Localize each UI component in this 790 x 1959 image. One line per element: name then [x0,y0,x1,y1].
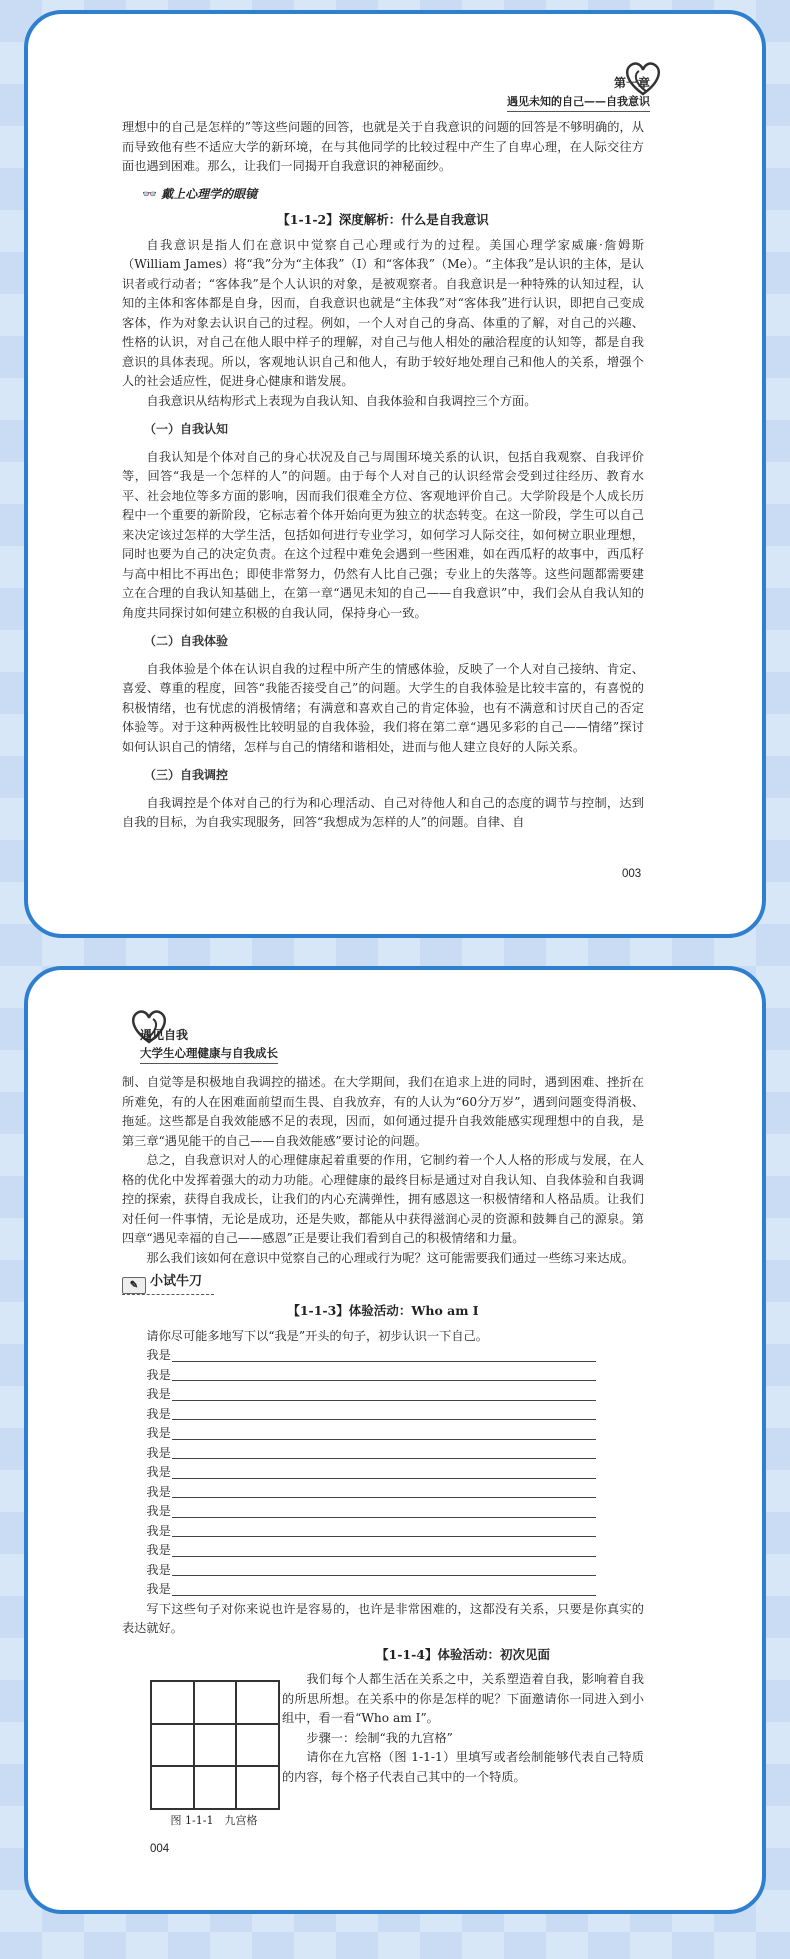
writing-line[interactable] [146,1444,596,1464]
section-heading: 【1-1-2】深度解析：什么是自我意识 [277,212,489,227]
page1-content [122,118,644,833]
paragraph: 总之，自我意识对人的心理健康起着重要的作用，它制约着一个人人格的形成与发展，在人格的优化中发挥着强大的动力功能。心理健康的最终目标是通过对自我认知、自我体验和自我调控的探索，获得自我成长，让我们的内心充满弹性，拥有感恩这一积极情绪和人格品质。让我们对任何一件事情，无论是成功，还是失败，都能从中获得滋润心灵的资源和鼓舞自己的源泉。第四章“遇见幸福的自己——感恩”正是要让我们看到自己的积极情绪和力量。 [122,1153,644,1245]
line-prefix: 我是 [146,1406,171,1421]
writing-lines [122,1346,596,1600]
activity-body [282,1670,644,1787]
step-label: 步骤一：绘制“我的九宫格” [306,1730,453,1745]
section-label: 👓 戴上心理学的眼镜 [142,186,258,201]
blank-line[interactable] [172,1478,596,1479]
subheading: （三）自我调控 [144,768,229,782]
blank-line[interactable] [172,1400,596,1401]
line-prefix: 我是 [146,1445,171,1460]
writing-line[interactable] [146,1385,596,1405]
blank-line[interactable] [172,1419,596,1420]
writing-line[interactable] [146,1580,596,1600]
writing-line[interactable] [146,1502,596,1522]
writing-line[interactable] [146,1405,596,1425]
blank-line[interactable] [172,1595,596,1596]
paragraph: 制、自觉等是积极地自我调控的描述。在大学期间，我们在追求上进的同时，遇到困难、挫折在所难免，有的人在困难面前望而生畏、自我放弃，有的人认为“60分万岁”，遇到问题变得消极、拖延。这些都是自我效能感不足的表现，因而，如何通过提升自我效能感实现理想中的自我，是第三章“遇见能干的自己——自我效能感”要讨论的问题。 [122,1075,644,1148]
line-prefix: 我是 [146,1465,171,1479]
line-prefix: 我是 [146,1367,171,1382]
line-prefix: 我是 [146,1348,171,1362]
book-subtitle: 大学生心理健康与自我成长 [140,1045,278,1064]
line-prefix: 我是 [146,1582,171,1596]
writing-line[interactable] [146,1424,596,1444]
pencil-icon: ✎ [122,1277,146,1294]
paragraph: 自我意识是指人们在意识中觉察自己心理或行为的过程。美国心理学家威廉·詹姆斯（William James）将“我”分为“主体我”（I）和“客体我”（Me）。“主体我”是认识的主体，是认识者或行动者；“客体我”是个人认识的对象，是被观察者。自我意识是一种特殊的认知过程，认知的主体和客体都是自身，因而，自我意识也就是“主体我”对“客体我”进行认识，即把自己变成客体，作为对象去认识自己的过程。例如，一个人对自己的身高、体重的了解，对自己的兴趣、性格的认识，对自己在他人眼中样子的理解，对自己与他人相处的融洽程度的认知等，都是自我意识的具体表现。所以，客观地认识自己和他人，有助于较好地处理自己和他人的关系，增强个人的社会适应性，促进身心健康和谐发展。 [122,237,645,388]
blank-line[interactable] [172,1556,596,1557]
line-prefix: 我是 [146,1426,171,1440]
paragraph: 那么我们该如何在意识中觉察自己的心理或行为呢？这可能需要我们通过一些练习来达成。 [146,1250,634,1265]
section-label: ✎ 小试牛刀 [122,1272,644,1295]
heart-logo-icon [622,58,664,98]
writing-line[interactable] [146,1346,596,1366]
line-prefix: 我是 [146,1504,171,1518]
paragraph: 自我调控是个体对自己的行为和心理活动、自己对待他人和自己的态度的调节与控制，达到自我的目标，为自我实现服务，回答“我想成为怎样的人”的问题。自律、自 [122,795,644,829]
writing-line[interactable] [146,1463,596,1483]
writing-line[interactable] [146,1522,596,1542]
writing-line[interactable] [146,1483,596,1503]
paragraph: 自我意识从结构形式上表现为自我认知、自我体验和自我调控三个方面。 [146,393,537,408]
subheading: （二）自我体验 [144,634,229,648]
writing-line[interactable] [146,1541,596,1561]
writing-line[interactable] [146,1366,596,1386]
blank-line[interactable] [172,1575,596,1576]
line-prefix: 我是 [146,1523,171,1538]
blank-line[interactable] [172,1497,596,1498]
paragraph: 我们每个人都生活在关系之中，关系塑造着自我，影响着自我的所思所想。在关系中的你是怎样的呢？下面邀请你一同进入到小组中，看一看“Who am I”。 [282,1672,644,1725]
writing-line[interactable] [146,1561,596,1581]
running-header [140,1026,278,1064]
figure-caption: 图 1-1-1 九宫格 [170,1814,258,1827]
blank-line[interactable] [172,1536,596,1537]
line-prefix: 我是 [146,1484,171,1499]
blank-line[interactable] [172,1380,596,1381]
intro-paragraph: 理想中的自己是怎样的”等这些问题的回答，也就是关于自我意识的问题的回答是不够明确的，从而导致他有些不适应大学的新环境，在与其他同学的比较过程中产生了自卑心理，在人际交往方面也遇到困难。那么，让我们一同揭开自我意识的神秘面纱。 [122,120,644,173]
activity-intro: 请你尽可能多地写下以“我是”开头的句子，初步认识一下自己。 [146,1328,488,1343]
activity-outro: 写下这些句子对你来说也许是容易的，也许是非常困难的，这都没有关系，只要是你真实的表达就好。 [122,1601,644,1635]
chapter-title: 遇见未知的自己——自我意识 [507,93,650,112]
activity-heading: 【1-1-3】体验活动：Who am I [287,1303,479,1318]
blank-line[interactable] [172,1361,596,1362]
blank-line[interactable] [172,1439,596,1440]
line-prefix: 我是 [146,1562,171,1577]
nine-grid-figure [150,1680,280,1810]
page-number: 004 [150,1843,170,1855]
activity-heading: 【1-1-4】体验活动：初次见面 [376,1646,550,1662]
paragraph: 请你在九宫格（图 1-1-1）里填写或者绘制能够代表自己特质的内容，每个格子代表自己其中的一个特质。 [282,1750,644,1784]
book-title: 遇见自我 [140,1028,189,1042]
page-number: 003 [622,868,642,880]
subheading: （一）自我认知 [144,422,229,436]
blank-line[interactable] [172,1458,596,1459]
line-prefix: 我是 [146,1543,171,1557]
paragraph: 自我认知是个体对自己的身心状况及自己与周围环境关系的认识，包括自我观察、自我评价等，回答“我是一个怎样的人”的问题。由于每个人对自己的认识经常会受到过往经历、教育水平、社会地位等多方面的影响，因而我们很难全方位、客观地评价自己。大学阶段是个人成长历程中一个重要的新阶段，它标志着个体开始向更为独立的状态转变。在这一阶段，学生可以自己来决定该过怎样的大学生活，包括如何进行专业学习，如何学习人际交往，如何树立职业理想，同时也要为自己的决定负责。在这个过程中难免会遇到一些困难，如在西瓜籽的故事中，西瓜籽与高中相比不再出色；即使非常努力，仍然有人比自己强；专业上的失落等。这些问题都需要建立在合理的自我认知基础上，在第一章“遇见未知的自己——自我意识”中，我们会从自我认知的角度共同探讨如何建立积极的自我认同，保持身心一致。 [122,449,644,620]
chapter-number: 第一章 [613,76,650,90]
glasses-icon: 👓 [142,186,157,201]
paragraph: 自我体验是个体在认识自我的过程中所产生的情感体验，反映了一个人对自己接纳、肯定、喜爱、尊重的程度，回答“我能否接受自己”的问题。大学生的自我体验是比较丰富的，有喜悦的积极情绪，也有忧虑的消极情绪；有满意和喜欢自己的肯定体验，也有不满意和讨厌自己的否定体验等。对于这种两极性比较明显的自我体验，我们将在第二章“遇见多彩的自己——情绪”探讨如何认识自己的情绪，怎样与自己的情绪和谐相处，进而与他人建立良好的人际关系。 [122,661,644,754]
line-prefix: 我是 [146,1387,171,1401]
blank-line[interactable] [172,1517,596,1518]
